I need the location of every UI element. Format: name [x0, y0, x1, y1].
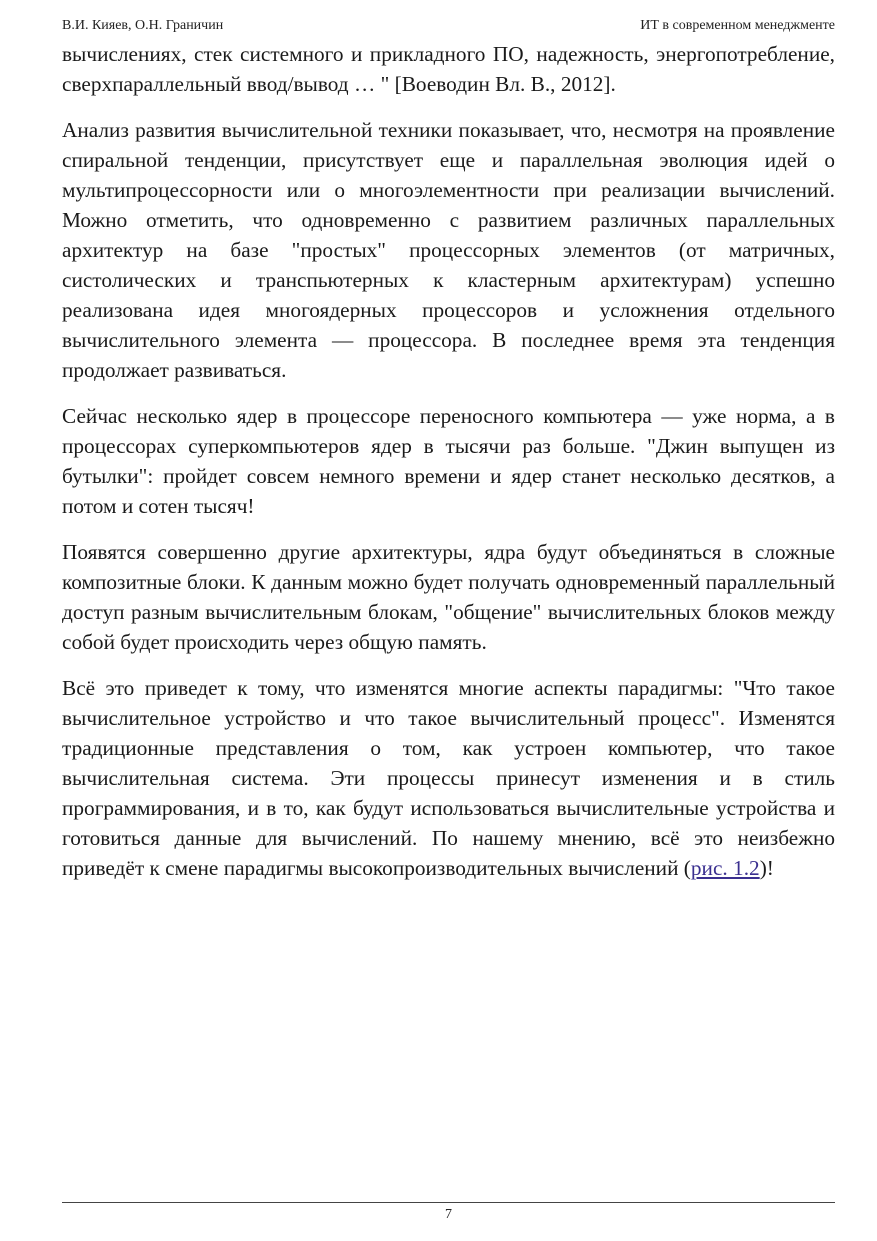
paragraph-5: [62, 673, 835, 883]
header-authors: В.И. Кияев, О.Н. Граничин: [62, 18, 224, 33]
document-body: [62, 39, 835, 899]
paragraph-1: вычислениях, стек системного и прикладного ПО, надежность, энергопотребление, сверхпараллельный ввод/вывод … " [Воеводин Вл. В., 2012].: [62, 42, 835, 96]
paragraph-5-text-before: Всё это приведет к тому, что изменятся многие аспекты парадигмы: "Что такое вычислительное устройство и что такое вычислительный процесс". Изменятся традиционные представления о том, как устроен компьютер, что такое вычислительная система. Эти процессы принесут изменения и в стиль программирования, и в то, как будут использоваться вычислительные устройства и готовиться данные для вычислений. По нашему мнению, всё это неизбежно приведёт к смене парадигмы высокопроизводительных вычислений (: [62, 676, 835, 880]
paragraph-5-text-after: )!: [759, 856, 774, 880]
paragraph-4: Появятся совершенно другие архитектуры, ядра будут объединяться в сложные композитные блоки. К данным можно будет получать одновременный параллельный доступ разным вычислительным блокам, "общение" вычислительных блоков между собой будет происходить через общую память.: [62, 540, 835, 654]
figure-reference-link[interactable]: рис. 1.2: [690, 856, 760, 880]
paragraph-2: Анализ развития вычислительной техники показывает, что, несмотря на проявление спиральной тенденции, присутствует еще и параллельная эволюция идей о мультипроцессорности или о многоэлементности при реализации вычислений. Можно отметить, что одновременно с развитием различных параллельных архитектур на базе "простых" процессорных элементов (от матричных, систолических и транспьютерных к кластерным архитектурам) успешно реализована идея многоядерных процессоров и усложнения отдельного вычислительного элемента — процессора. В последнее время эта тенденция продолжает развиваться.: [62, 118, 835, 382]
header-book-title: ИТ в современном менеджменте: [640, 18, 835, 33]
page-number: 7: [445, 1207, 452, 1222]
footer-divider: [62, 1202, 835, 1203]
page-header: [62, 17, 835, 35]
paragraph-3: Сейчас несколько ядер в процессоре переносного компьютера — уже норма, а в процессорах суперкомпьютеров ядер в тысячи раз больше. "Джин выпущен из бутылки": пройдет совсем немного времени и ядер станет несколько десятков, а потом и сотен тысяч!: [62, 404, 835, 518]
